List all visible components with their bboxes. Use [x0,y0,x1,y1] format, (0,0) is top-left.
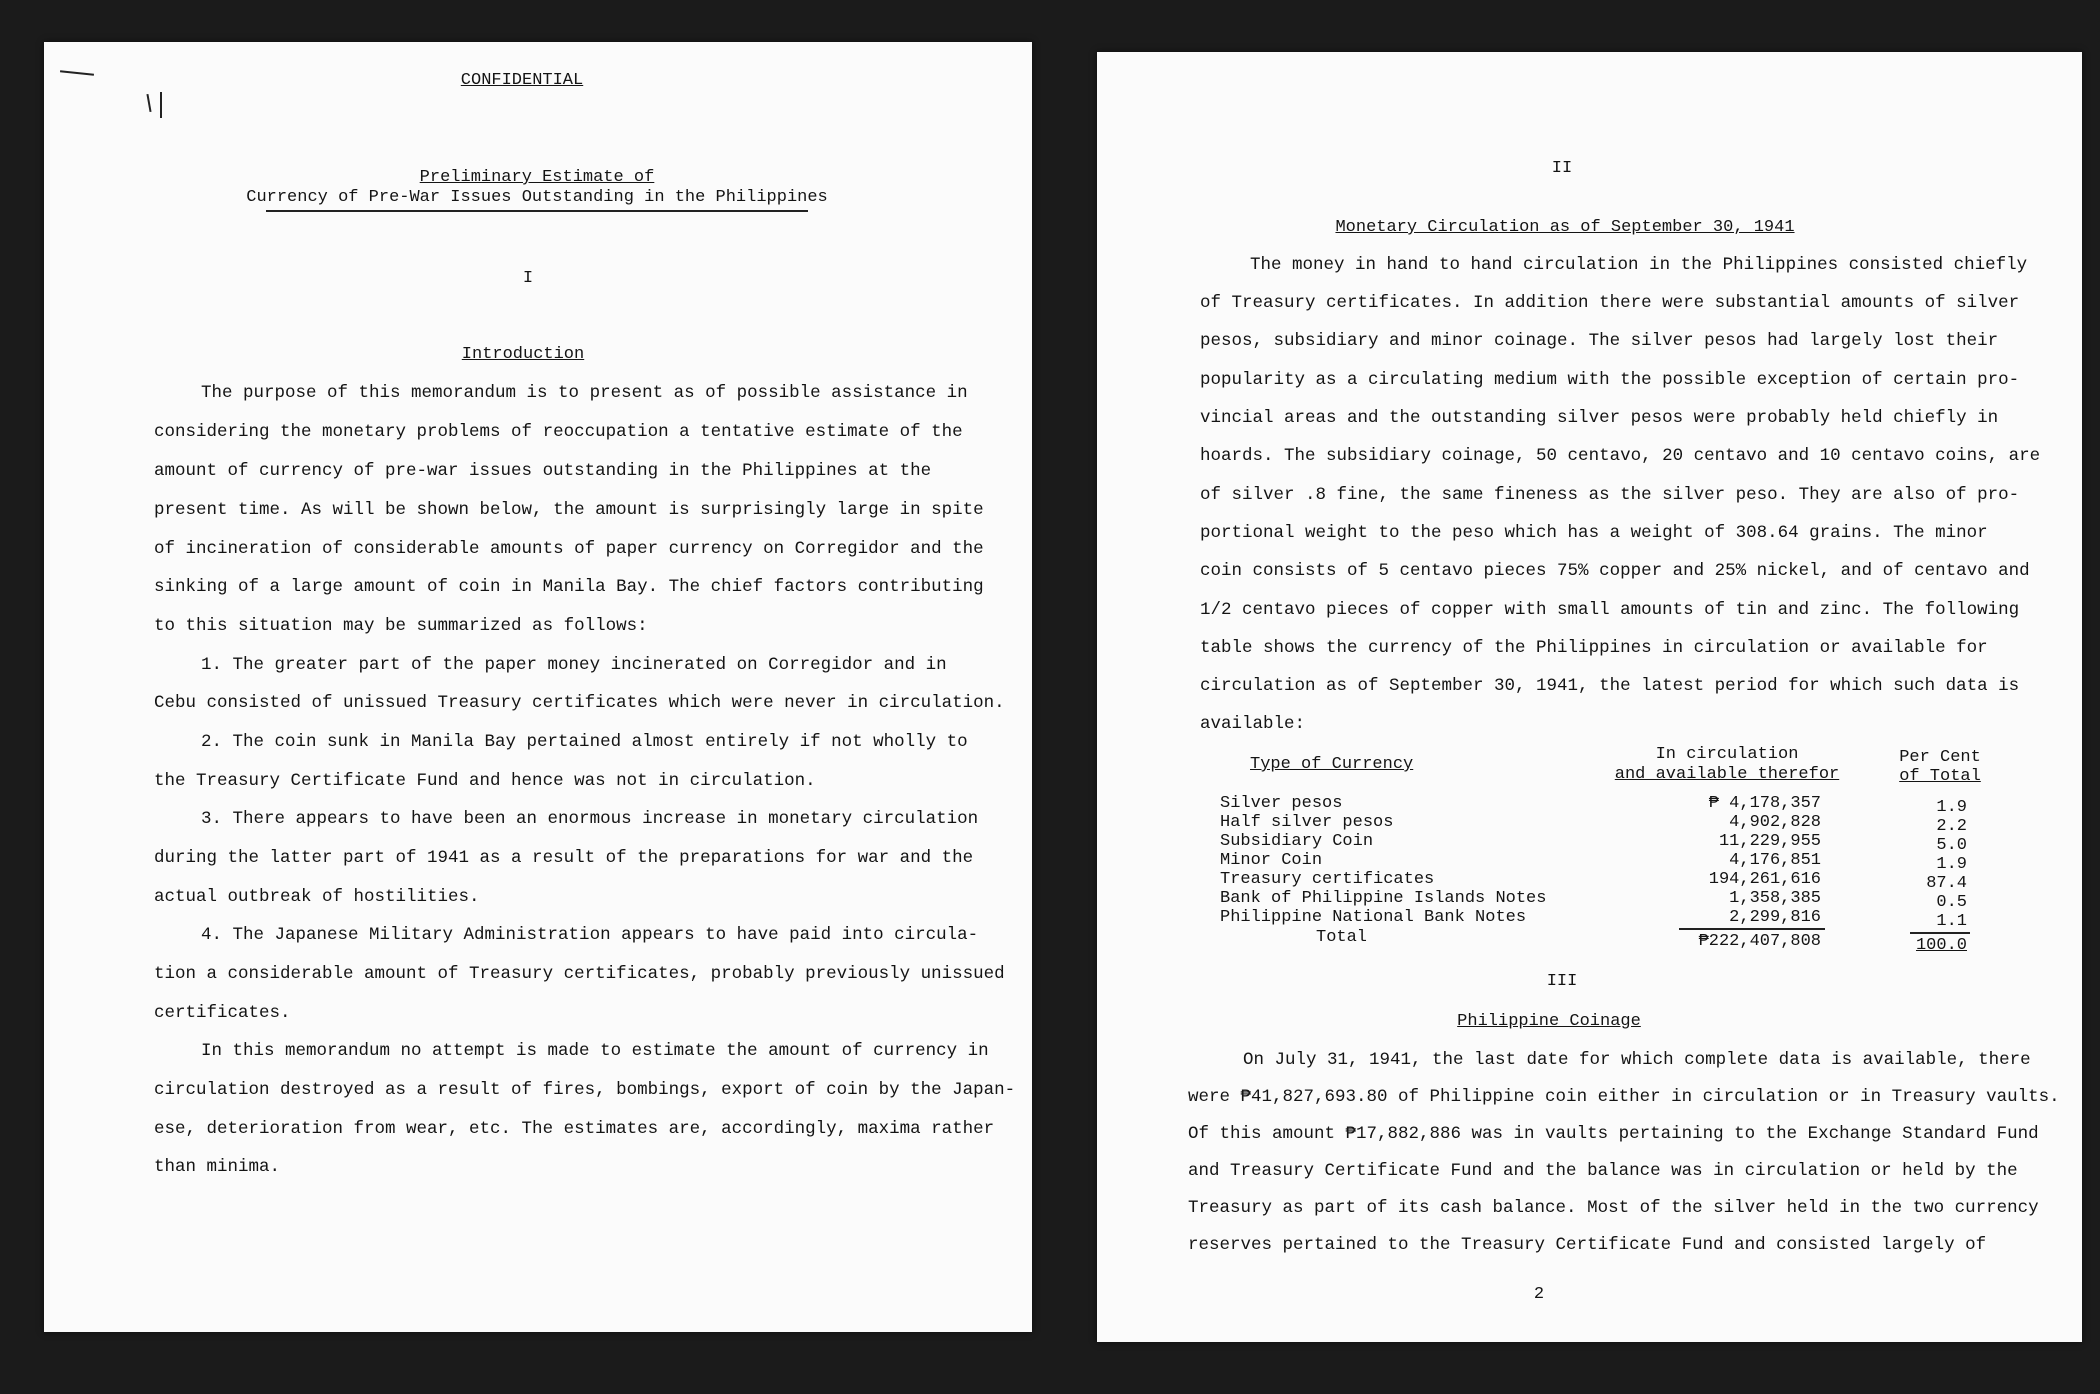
body-line: and Treasury Certificate Fund and the balance was in circulation or held by the [1188,1161,2018,1181]
table-cell-type: Philippine National Bank Notes [1220,908,1527,927]
body-line: the Treasury Certificate Fund and hence was not in circulation. [154,771,816,791]
table-cell-type: Subsidiary Coin [1220,832,1374,851]
body-line: certificates. [154,1003,291,1023]
body-line: to this situation may be summarized as follows: [154,616,648,636]
body-line: actual outbreak of hostilities. [154,887,480,907]
table-cell-amount: 194,261,616 [1708,870,1821,889]
scan-mark [146,94,151,112]
body-line: were ₱41,827,693.80 of Philippine coin either in circulation or in Treasury vaults. [1188,1087,2060,1107]
table-cell-type: Minor Coin [1220,851,1323,870]
body-line: of incineration of considerable amounts of paper currency on Corregidor and the [154,539,984,559]
table-total-amount: ₱222,407,808 [1698,932,1821,951]
table-total-pct: 100.0 [1915,936,1967,955]
body-line: present time. As will be shown below, the amount is surprisingly large in spite [154,500,984,520]
body-line: tion a considerable amount of Treasury certificates, probably previously unissued [154,964,1005,984]
right-page [1097,52,2082,1342]
table-header-pct-2: of Total [1899,767,1981,786]
table-header-amount-2: and available therefor [1614,765,1840,784]
title-line-1: Preliminary Estimate of [419,168,655,187]
section-numeral: II [1551,159,1573,178]
list-item-line: 1. The greater part of the paper money incinerated on Corregidor and in [201,655,947,675]
table-cell-pct: 87.4 [1926,874,1967,893]
body-line: pesos, subsidiary and minor coinage. The silver pesos had largely lost their [1200,331,1999,351]
body-line: than minima. [154,1157,281,1177]
body-line: Cebu consisted of unissued Treasury certificates which were never in circulation. [154,693,1005,713]
body-line: considering the monetary problems of reoccupation a tentative estimate of the [154,422,963,442]
total-rule-amount [1679,928,1825,930]
body-line: circulation destroyed as a result of fires, bombings, export of coin by the Japan- [154,1080,1016,1100]
table-cell-pct: 1.9 [1936,855,1967,874]
confidential-stamp: CONFIDENTIAL [460,71,584,90]
page-number: 2 [1533,1285,1545,1304]
section-heading: Philippine Coinage [1457,1012,1641,1031]
table-cell-amount: 4,176,851 [1729,851,1821,870]
body-line: On July 31, 1941, the last date for which complete data is available, there [1243,1050,2031,1070]
table-cell-type: Silver pesos [1220,794,1343,813]
body-line: popularity as a circulating medium with the possible exception of certain pro- [1200,370,2020,390]
scan-mark [160,92,162,118]
table-cell-pct: 5.0 [1936,836,1967,855]
table-total-label: Total [1316,928,1368,947]
body-line: amount of currency of pre-war issues outstanding in the Philippines at the [154,461,932,481]
title-line-2: Currency of Pre-War Issues Outstanding in the Philippines [246,188,828,207]
body-line: Treasury as part of its cash balance. Most of the silver held in the two currency [1188,1198,2039,1218]
title-underline [266,210,808,212]
left-page [44,42,1032,1332]
body-line: hoards. The subsidiary coinage, 50 centavo, 20 centavo and 10 centavo coins, are [1200,446,2041,466]
table-cell-amount: 1,358,385 [1729,889,1821,908]
body-line: vincial areas and the outstanding silver pesos were probably held chiefly in [1200,408,1999,428]
section-numeral: III [1546,972,1578,991]
table-cell-type: Bank of Philippine Islands Notes [1220,889,1547,908]
body-line: available: [1200,714,1306,734]
section-numeral: I [522,269,534,288]
table-cell-amount: 4,902,828 [1729,813,1821,832]
body-line: The purpose of this memorandum is to present as of possible assistance in [201,383,968,403]
section-heading: Monetary Circulation as of September 30, 1941 [1335,218,1795,237]
body-line: circulation as of September 30, 1941, the latest period for which such data is [1200,676,2020,696]
body-line: ese, deterioration from wear, etc. The estimates are, accordingly, maxima rather [154,1119,995,1139]
body-line: portional weight to the peso which has a weight of 308.64 grains. The minor [1200,523,1988,543]
table-cell-pct: 0.5 [1936,893,1967,912]
body-line: In this memorandum no attempt is made to estimate the amount of currency in [201,1041,989,1061]
list-item-line: 2. The coin sunk in Manila Bay pertained almost entirely if not wholly to [201,732,968,752]
scan-mark [60,70,94,76]
table-cell-amount: 11,229,955 [1718,832,1821,851]
table-cell-amount: ₱ 4,178,357 [1708,794,1821,813]
body-line: sinking of a large amount of coin in Manila Bay. The chief factors contributing [154,577,984,597]
table-header-type: Type of Currency [1250,755,1414,774]
list-item-line: 3. There appears to have been an enormous increase in monetary circulation [201,809,979,829]
body-line: of silver .8 fine, the same fineness as the silver peso. They are also of pro- [1200,485,2020,505]
body-line: The money in hand to hand circulation in the Philippines consisted chiefly [1250,255,2028,275]
body-line: during the latter part of 1941 as a result of the preparations for war and the [154,848,974,868]
table-cell-amount: 2,299,816 [1729,908,1821,927]
body-line: Of this amount ₱17,882,886 was in vaults pertaining to the Exchange Standard Fund [1188,1124,2039,1144]
body-line: 1/2 centavo pieces of copper with small amounts of tin and zinc. The following [1200,600,2020,620]
table-cell-pct: 1.9 [1936,798,1967,817]
table-header-amount-1: In circulation [1655,745,1799,764]
total-rule-pct [1910,932,1970,934]
table-cell-type: Half silver pesos [1220,813,1394,832]
body-line: of Treasury certificates. In addition there were substantial amounts of silver [1200,293,2020,313]
section-heading: Introduction [461,345,585,364]
body-line: reserves pertained to the Treasury Certificate Fund and consisted largely of [1188,1235,1987,1255]
body-line: table shows the currency of the Philippines in circulation or available for [1200,638,1988,658]
table-cell-type: Treasury certificates [1220,870,1435,889]
table-cell-pct: 2.2 [1936,817,1967,836]
list-item-line: 4. The Japanese Military Administration appears to have paid into circula- [201,925,979,945]
table-header-pct-1: Per Cent [1899,748,1981,767]
body-line: coin consists of 5 centavo pieces 75% copper and 25% nickel, and of centavo and [1200,561,2030,581]
table-cell-pct: 1.1 [1936,912,1967,931]
